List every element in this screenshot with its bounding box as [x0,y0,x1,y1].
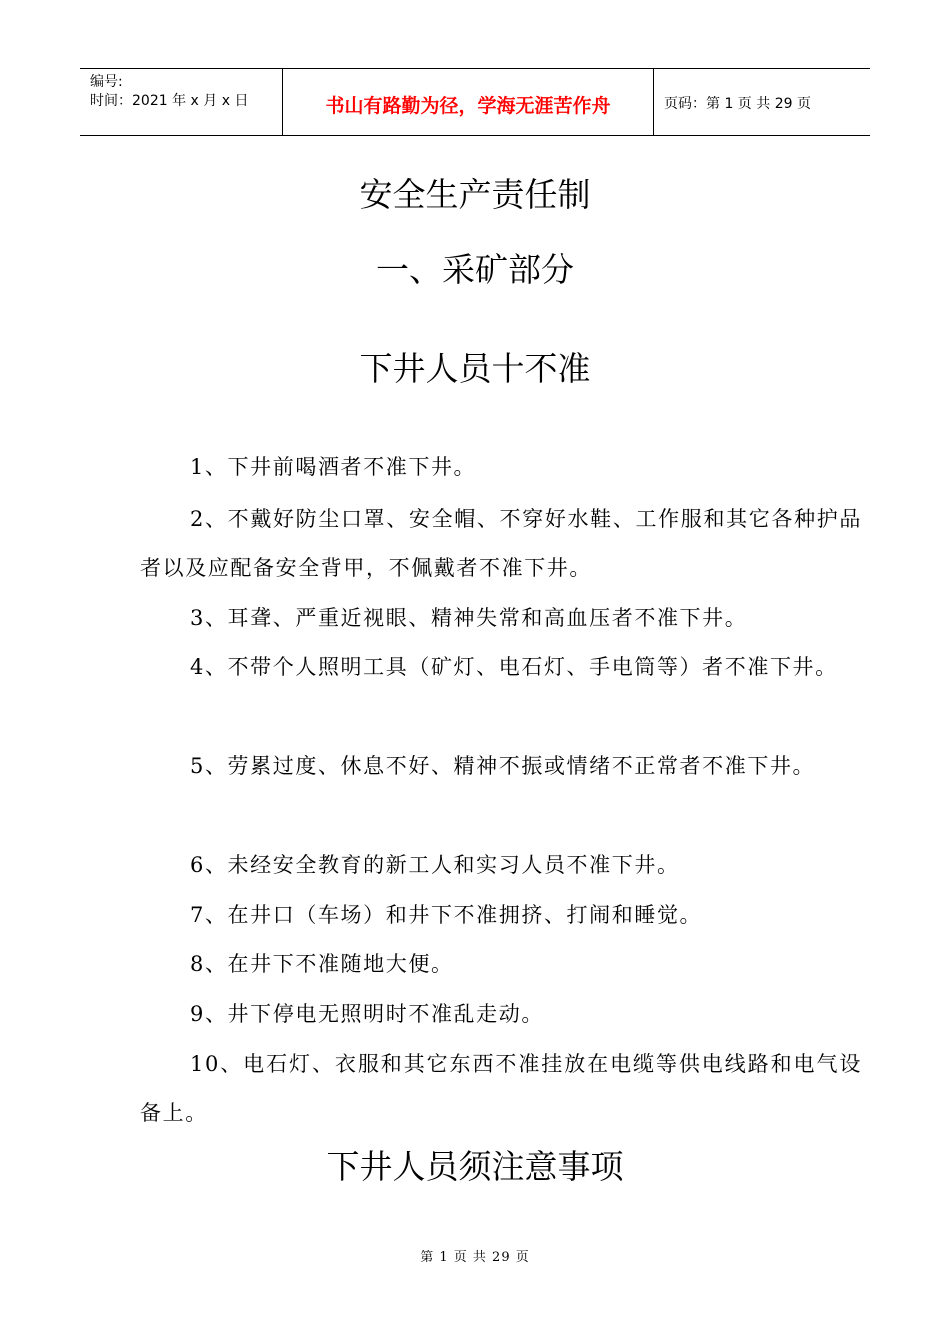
header-page-info: 页码：第 1 页 共 29 页 [664,96,811,112]
page-footer: 第 1 页 共 29 页 [420,1250,530,1265]
rule-item: 7、在井口（车场）和井下不准拥挤、打闹和睡觉。 [190,903,703,927]
rule-item: 1、下井前喝酒者不准下井。 [190,455,477,479]
rule-item: 9、井下停电无照明时不准乱走动。 [190,1002,544,1026]
document-date: 时间：2021 年 x 月 x 日 [90,93,249,109]
header-table [80,68,870,136]
subsection-title-rules: 下井人员十不准 [359,349,591,388]
document-number-label: 编号: [90,74,123,90]
document-title: 安全生产责任制 [359,175,591,214]
rule-item: 5、劳累过度、休息不好、精神不振或情绪不正常者不准下井。 [190,754,816,778]
rule-item: 3、耳聋、严重近视眼、精神失常和高血压者不准下井。 [190,606,748,630]
rule-item: 6、未经安全教育的新工人和实习人员不准下井。 [190,853,680,877]
rule-item: 4、不带个人照明工具（矿灯、电石灯、手电筒等）者不准下井。 [190,655,838,679]
header-motto: 书山有路勤为径，学海无涯苦作舟 [282,69,654,135]
rule-item: 10、电石灯、衣服和其它东西不准挂放在电缆等供电线路和电气设备上。 [140,1052,862,1125]
rule-item: 2、不戴好防尘口罩、安全帽、不穿好水鞋、工作服和其它各种护品者以及应配备安全背甲，不佩戴者不准下井。 [140,507,862,580]
header-meta [80,69,282,135]
subsection-title-notes: 下井人员须注意事项 [326,1147,624,1186]
section-title: 一、采矿部分 [376,250,574,289]
rule-item: 8、在井下不准随地大便。 [190,952,454,976]
